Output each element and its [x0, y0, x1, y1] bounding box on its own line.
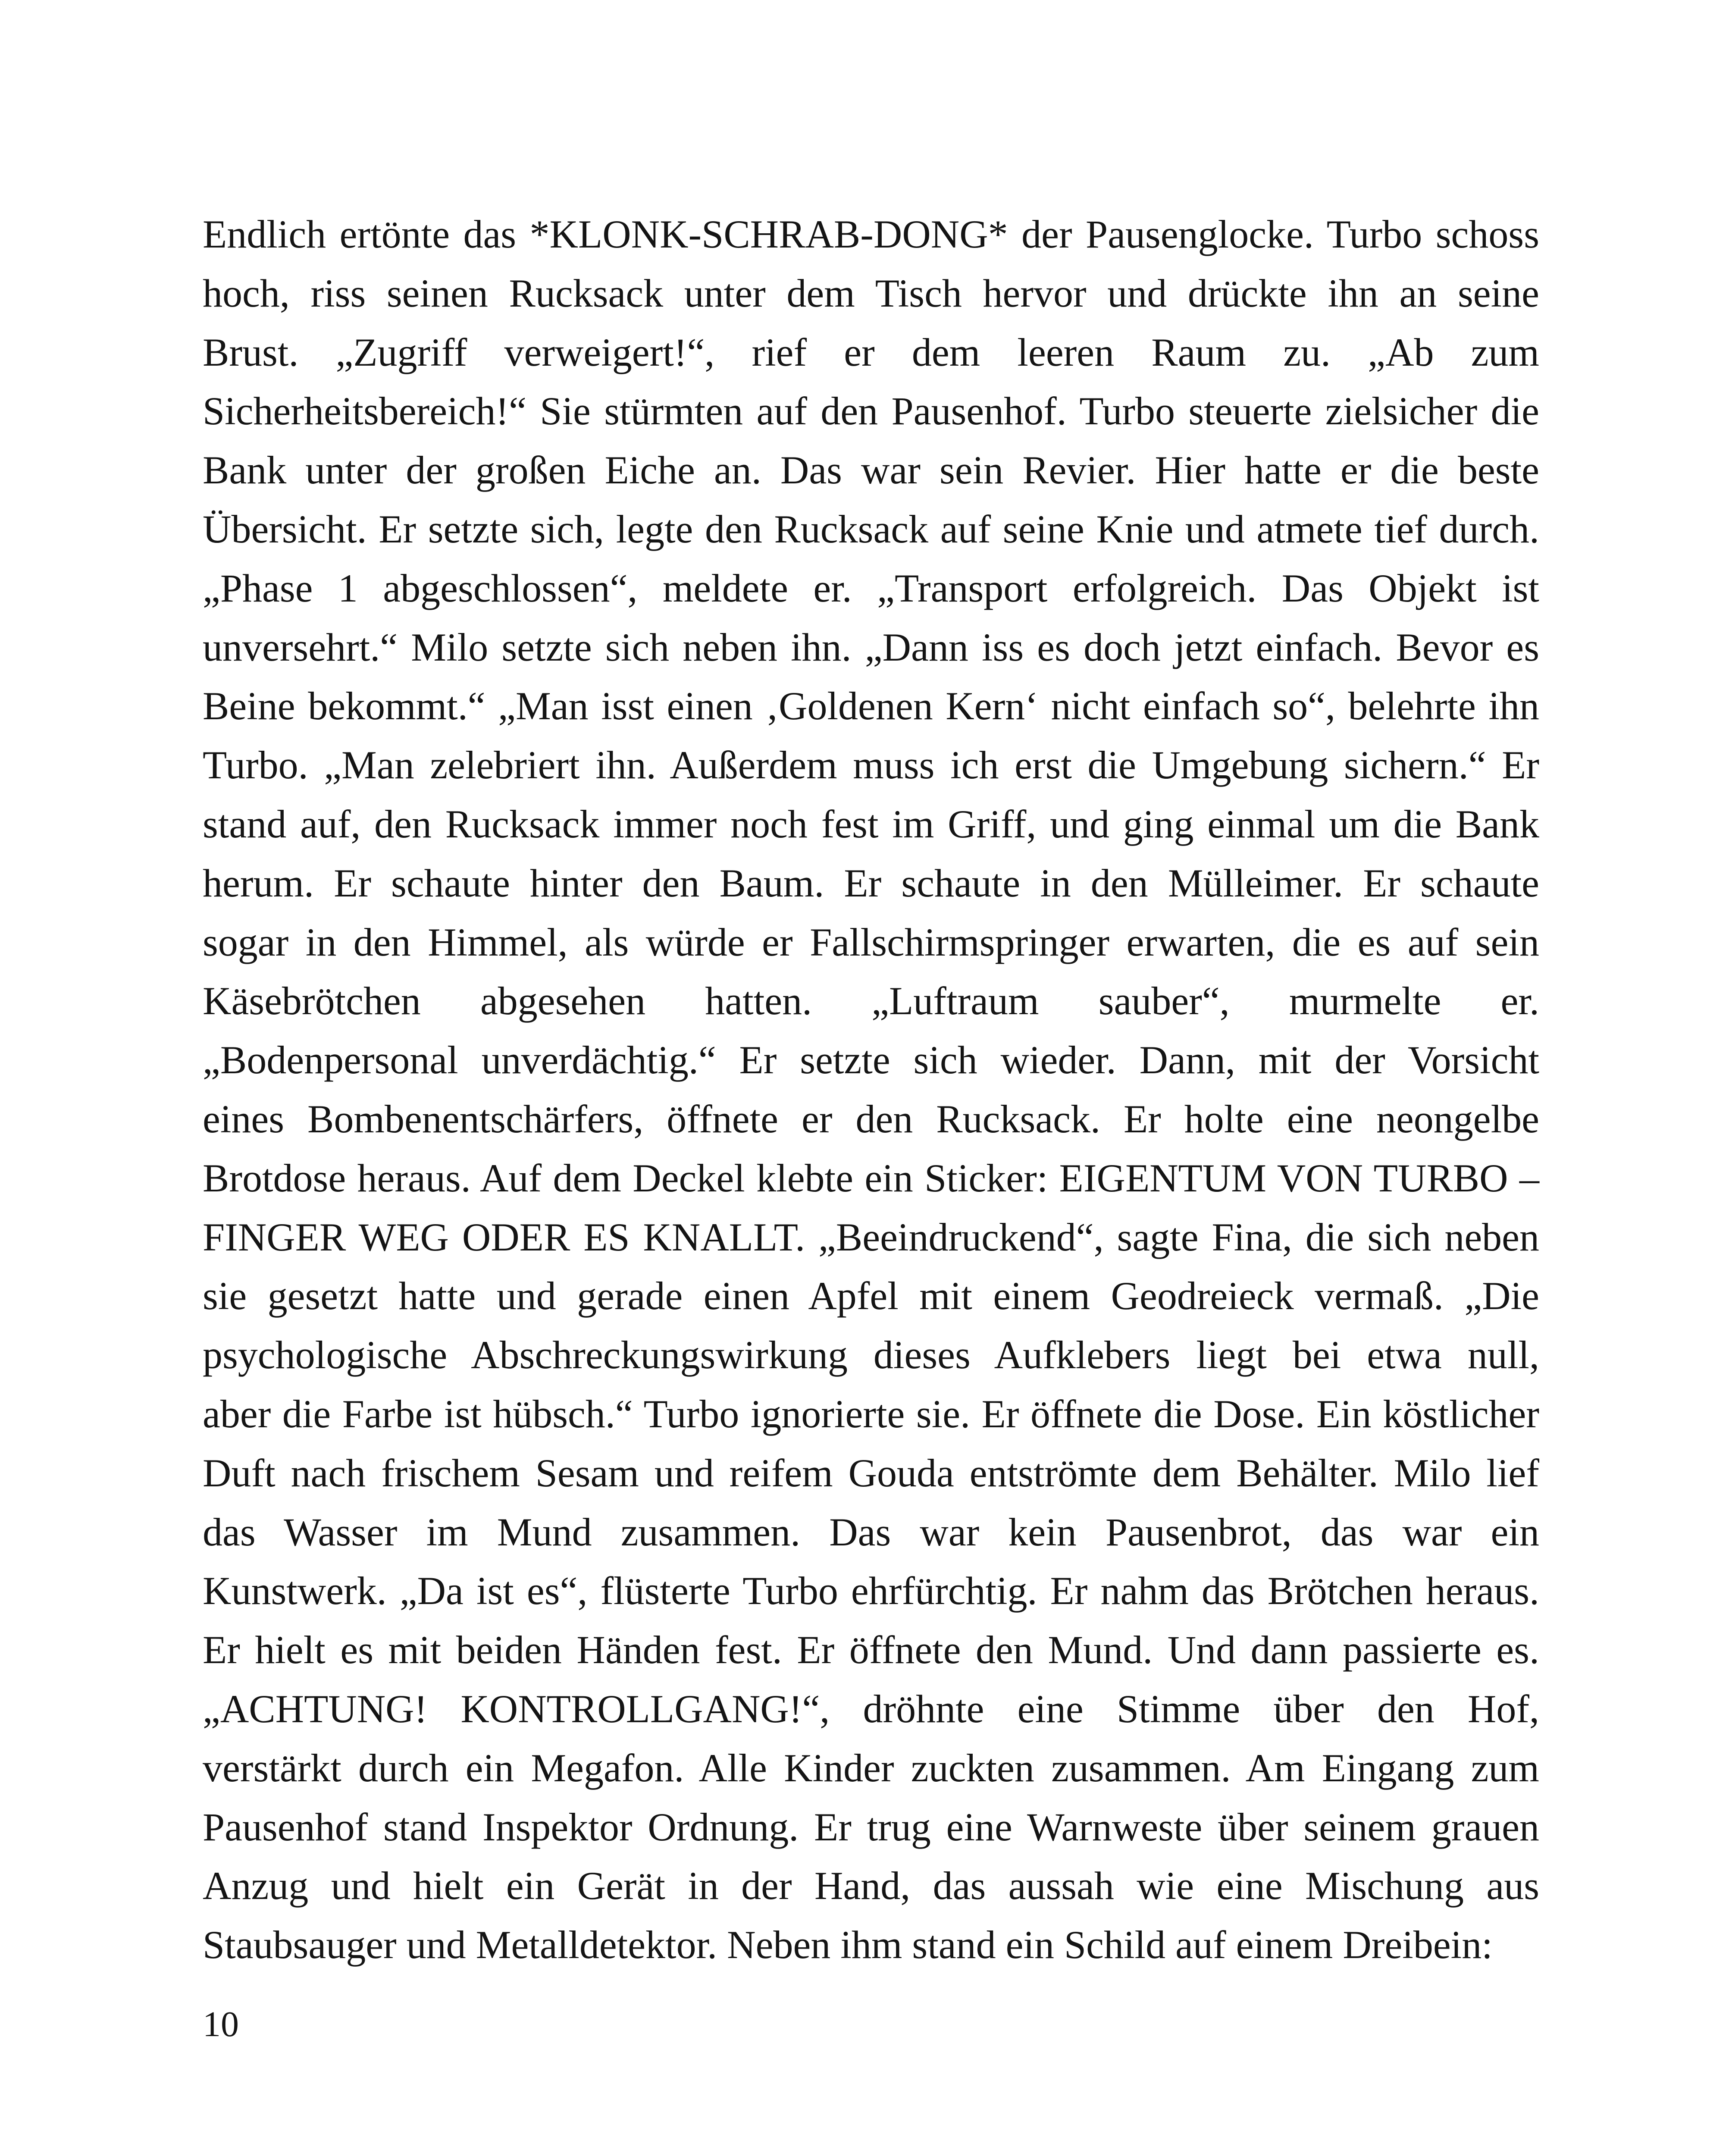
text-line: Turbo. „Man zelebriert ihn. Außerdem muss ich erst die Umgebung sichern.“ Er — [203, 743, 1539, 787]
text-line: stand auf, den Rucksack immer noch fest im Griff, und ging einmal um die Bank — [203, 802, 1539, 846]
text-line: Brust. „Zugriff verweigert!“, rief er dem leeren Raum zu. „Ab zum — [203, 330, 1539, 374]
text-line: hoch, riss seinen Rucksack unter dem Tisch hervor und drückte ihn an seine — [203, 271, 1539, 315]
text-line: Käsebrötchen abgesehen hatten. „Luftraum sauber“, murmelte er. — [203, 979, 1539, 1023]
text-line: das Wasser im Mund zusammen. Das war kein Pausenbrot, das war ein — [203, 1510, 1539, 1554]
text-line: Bank unter der großen Eiche an. Das war sein Revier. Hier hatte er die beste — [203, 448, 1539, 492]
text-line: sie gesetzt hatte und gerade einen Apfel mit einem Geodreieck vermaß. „Die — [203, 1274, 1539, 1318]
text-line: unversehrt.“ Milo setzte sich neben ihn. „Dann iss es doch jetzt einfach. Bevor es — [203, 625, 1539, 669]
text-line: Beine bekommt.“ „Man isst einen ‚Goldenen Kern‘ nicht einfach so“, belehrte ihn — [203, 684, 1539, 728]
body-text — [203, 205, 1539, 1974]
text-line: eines Bombenentschärfers, öffnete er den Rucksack. Er holte eine neongelbe — [203, 1097, 1539, 1141]
text-line: psychologische Abschreckungswirkung dieses Aufklebers liegt bei etwa null, — [203, 1333, 1539, 1377]
text-line: „ACHTUNG! KONTROLLGANG!“, dröhnte eine Stimme über den Hof, — [203, 1686, 1539, 1731]
text-line: Er hielt es mit beiden Händen fest. Er öffnete den Mund. Und dann passierte es. — [203, 1628, 1539, 1672]
text-line: FINGER WEG ODER ES KNALLT. „Beeindruckend“, sagte Fina, die sich neben — [203, 1215, 1539, 1259]
page-number: 10 — [203, 2004, 239, 2044]
text-line: „Bodenpersonal unverdächtig.“ Er setzte sich wieder. Dann, mit der Vorsicht — [203, 1038, 1539, 1082]
text-line: Anzug und hielt ein Gerät in der Hand, das aussah wie eine Mischung aus — [203, 1864, 1539, 1908]
text-line: Brotdose heraus. Auf dem Deckel klebte ein Sticker: EIGENTUM VON TURBO – — [203, 1156, 1539, 1200]
text-line: Übersicht. Er setzte sich, legte den Rucksack auf seine Knie und atmete tief durch. — [203, 507, 1539, 551]
text-line: Kunstwerk. „Da ist es“, flüsterte Turbo ehrfürchtig. Er nahm das Brötchen heraus. — [203, 1569, 1539, 1613]
text-line: Endlich ertönte das *KLONK-SCHRAB-DONG* der Pausenglocke. Turbo schoss — [203, 212, 1539, 256]
text-line: Sicherheitsbereich!“ Sie stürmten auf den Pausenhof. Turbo steuerte zielsicher die — [203, 389, 1539, 433]
text-line: herum. Er schaute hinter den Baum. Er schaute in den Mülleimer. Er schaute — [203, 861, 1539, 905]
text-line: Pausenhof stand Inspektor Ordnung. Er trug eine Warnweste über seinem grauen — [203, 1805, 1539, 1849]
text-line: „Phase 1 abgeschlossen“, meldete er. „Transport erfolgreich. Das Objekt ist — [203, 566, 1539, 610]
text-line: verstärkt durch ein Megafon. Alle Kinder zuckten zusammen. Am Eingang zum — [203, 1745, 1539, 1790]
text-line: sogar in den Himmel, als würde er Fallschirmspringer erwarten, die es auf sein — [203, 920, 1539, 964]
text-line: Staubsauger und Metalldetektor. Neben ihm stand ein Schild auf einem Dreibein: — [203, 1923, 1493, 1967]
text-line: Duft nach frischem Sesam und reifem Gouda entströmte dem Behälter. Milo lief — [203, 1451, 1539, 1495]
text-line: aber die Farbe ist hübsch.“ Turbo ignorierte sie. Er öffnete die Dose. Ein köstlicher — [203, 1391, 1539, 1436]
